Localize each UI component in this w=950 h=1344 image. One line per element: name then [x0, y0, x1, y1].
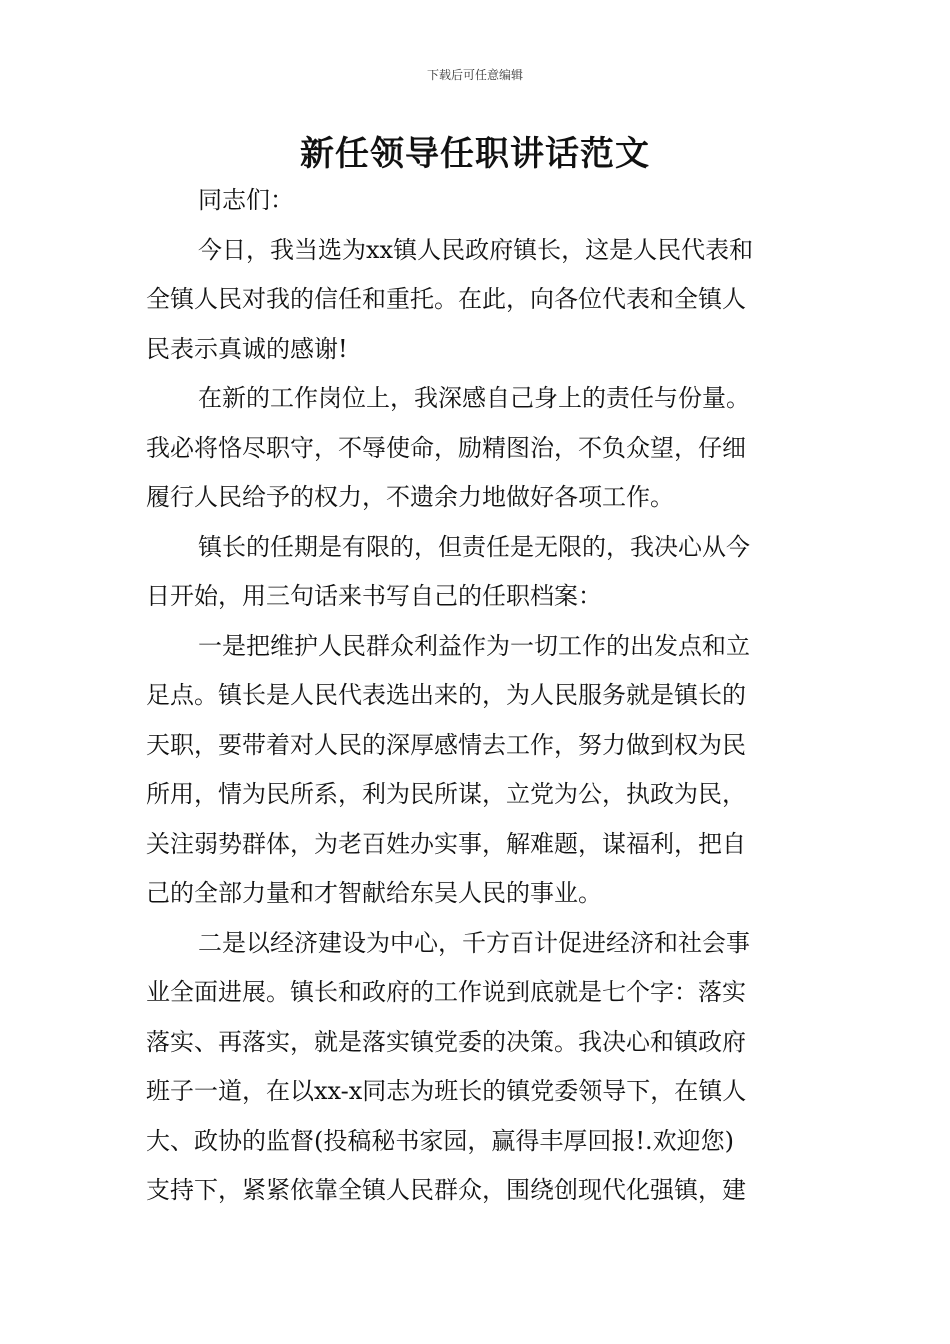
document-title: 新任领导任职讲话范文	[300, 134, 650, 174]
paragraph-line: 全镇人民对我的信任和重托。在此，向各位代表和全镇人	[146, 285, 746, 313]
paragraph-line: 关注弱势群体，为老百姓办实事，解难题，谋福利，把自	[146, 829, 746, 858]
paragraph	[146, 374, 811, 523]
paragraph	[146, 919, 811, 1216]
paragraph-line: 业全面进展。镇长和政府的工作说到底就是七个字：落实	[146, 978, 746, 1006]
paragraph-line: 天职，要带着对人民的深厚感情去工作，努力做到权为民	[146, 730, 746, 759]
paragraph-line: 履行人民给予的权力，不遗余力地做好各项工作。	[146, 483, 674, 511]
paragraph	[146, 226, 811, 375]
paragraph-line: 二是以经济建设为中心，千方百计促进经济和社会事	[198, 928, 750, 957]
paragraph-line: 日开始，用三句话来书写自己的任职档案：	[146, 582, 602, 610]
paragraph	[146, 523, 811, 622]
paragraph-line: 支持下，紧紧依靠全镇人民群众，围绕创现代化强镇，建	[146, 1176, 746, 1204]
paragraph-line: 同志们：	[198, 186, 294, 214]
paragraph-line: 一是把维护人民群众利益作为一切工作的出发点和立	[198, 631, 750, 660]
paragraph-line: 我必将恪尽职守，不辱使命，励精图治，不负众望，仔细	[146, 433, 746, 462]
paragraph	[146, 176, 811, 226]
paragraph-line: 己的全部力量和才智献给东吴人民的事业。	[146, 879, 602, 907]
paragraph-line: 民表示真诚的感谢!	[146, 334, 348, 363]
paragraph-line: 镇长的任期是有限的，但责任是无限的，我决心从今	[198, 532, 750, 561]
paragraph-line: 足点。镇长是人民代表选出来的，为人民服务就是镇长的	[146, 681, 746, 709]
paragraph-line: 大、政协的监督(投稿秘书家园，赢得丰厚回报!.欢迎您)	[146, 1126, 734, 1155]
header-note: 下载后可任意编辑	[426, 68, 523, 82]
document-body	[146, 176, 811, 1216]
paragraph-line: 在新的工作岗位上，我深感自己身上的责任与份量。	[198, 384, 750, 412]
paragraph-line: 班子一道，在以xx-x同志为班长的镇党委领导下，在镇人	[146, 1077, 747, 1105]
paragraph-line: 落实、再落实，就是落实镇党委的决策。我决心和镇政府	[146, 1027, 746, 1056]
paragraph-line: 所用，情为民所系，利为民所谋，立党为公，执政为民，	[146, 780, 746, 808]
paragraph	[146, 622, 811, 919]
paragraph-line: 今日，我当选为xx镇人民政府镇长，这是人民代表和	[198, 235, 754, 264]
